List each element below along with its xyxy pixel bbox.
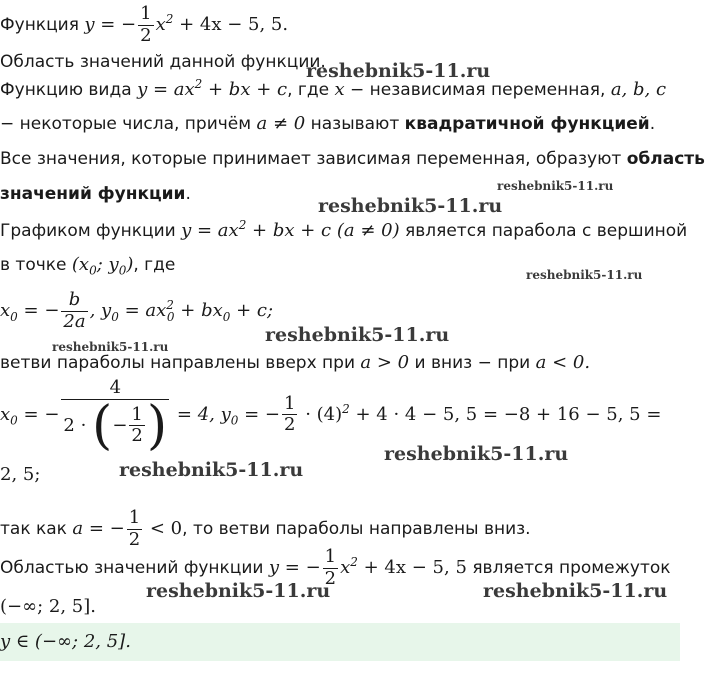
numerator: 1 [324,546,337,567]
line-graph [0,218,687,241]
text: − независимая переменная, [344,80,611,100]
numerator: 1 [284,392,296,414]
math: y = − [268,557,321,579]
denominator: 2 [284,414,296,436]
subscript: 0 [118,263,127,278]
line-function [0,4,288,46]
math: + 4x − 5, 5 [357,557,467,579]
text: и вниз − при [409,353,536,373]
math: = − [17,300,60,322]
math: = ax [118,300,167,322]
math: x [334,79,345,100]
watermark: reshebnik5-11.ru [318,195,503,217]
fraction [127,508,142,550]
math: a = − [72,518,125,540]
line-since [0,508,531,550]
exponent: 2 [342,401,350,416]
math: x [340,557,351,579]
numerator: 1 [140,3,152,24]
exponent: 2 [166,298,174,313]
numerator: 4 [61,378,169,400]
watermark: reshebnik5-11.ru [52,340,169,354]
denominator: 2 [140,24,152,46]
math: + bx + c (a ≠ 0) [246,220,400,241]
math: ) [126,254,134,275]
math: · (4) [299,403,343,425]
math: a > 0 [360,352,410,373]
text: Функцию вида [0,80,138,100]
exponent: 2 [238,218,247,232]
answer-text: y ∈ (−∞; 2, 5]. [0,631,131,652]
fraction [61,290,87,332]
math: < 0 [144,518,183,540]
math: a, b, c [610,79,667,100]
line-range-def-2 [0,184,191,204]
text: является промежуток [466,558,671,579]
text: так как [0,519,73,540]
math: = − [17,403,60,425]
math: , y [89,300,112,322]
exponent: 2 [165,12,174,27]
subscript: 0 [89,263,97,278]
denominator: 2 [131,425,143,447]
text: . [185,184,191,204]
text: . [649,114,656,134]
math: y = ax [181,220,239,241]
text: ветви параболы направлены вверх при [0,353,361,373]
line-interval: (−∞; 2, 5]. [0,596,96,617]
paren: ( [92,395,113,456]
math: a < 0. [535,352,591,373]
exponent: 2 [350,555,358,570]
text: Областью значений функции [0,558,269,579]
denominator: 2 [128,528,141,550]
text: − некоторые числа, причём [0,114,257,134]
numerator: 1 [131,403,143,425]
denominator: 2 · (− $\frac{1}{2}$ ) [63,395,168,456]
text: Функция [0,15,85,36]
math: y = − [84,14,137,36]
math: + bx [174,300,223,322]
bold-term: квадратичной функцией [404,114,650,134]
math: x [0,300,11,322]
fraction [61,377,169,456]
text: Графиком функции [0,221,182,241]
paren: ) [146,395,168,456]
line-range-def [0,149,705,169]
math: + c; [230,300,274,322]
math: ; y [96,254,119,275]
text: является парабола с вершиной [399,221,688,241]
line-definition-2 [0,113,655,134]
math: y = ax [137,79,195,100]
math: 2 · [63,414,93,436]
math: x [155,14,166,36]
fraction [282,394,297,436]
denominator: 2 [324,567,337,589]
subscript: 0 [230,413,239,428]
line-domain-heading: Область значений данной функции. [0,52,326,72]
math: + 4x − 5, 5. [173,14,289,36]
denominator: 2a [63,310,86,332]
exponent: 2 [194,77,203,91]
line-branches [0,352,590,373]
answer-box [0,623,680,661]
watermark: reshebnik5-11.ru [146,580,331,602]
text: , где [287,80,335,100]
watermark: reshebnik5-11.ru [483,580,668,602]
line-vertex [0,254,175,278]
fraction [138,4,153,46]
text: , где [133,255,176,275]
watermark: reshebnik5-11.ru [306,60,491,82]
math: (x [71,254,90,275]
text: в точке [0,255,72,275]
math: = − [238,403,281,425]
math: + 4 · 4 − 5, 5 = −8 + 16 − 5, 5 = [349,403,662,425]
numerator: b [61,290,87,312]
watermark: reshebnik5-11.ru [526,268,643,282]
bold-term: значений функции [0,184,186,204]
fraction [129,405,144,447]
text: Все значения, которые принимает зависимая переменная, образуют [0,149,627,169]
text: называют [305,114,405,134]
math: a ≠ 0 [256,113,306,134]
subscript: 0 [166,309,175,324]
bold-term: область [626,149,705,169]
subscript: 0 [111,309,119,324]
watermark: reshebnik5-11.ru [119,459,304,481]
watermark: reshebnik5-11.ru [384,443,569,465]
numerator: 1 [128,507,141,528]
math: + bx + c [202,79,288,100]
text: , то ветви параболы направлены вниз. [182,519,531,540]
subscript: 0 [10,413,18,428]
line-vertex-formula [0,290,273,332]
watermark: reshebnik5-11.ru [265,324,450,346]
line-result: 2, 5; [0,464,41,485]
math: = 4, y [171,403,231,425]
subscript: 0 [10,309,18,324]
subscript: 0 [222,309,231,324]
math: x [0,403,11,425]
watermark: reshebnik5-11.ru [497,179,614,193]
